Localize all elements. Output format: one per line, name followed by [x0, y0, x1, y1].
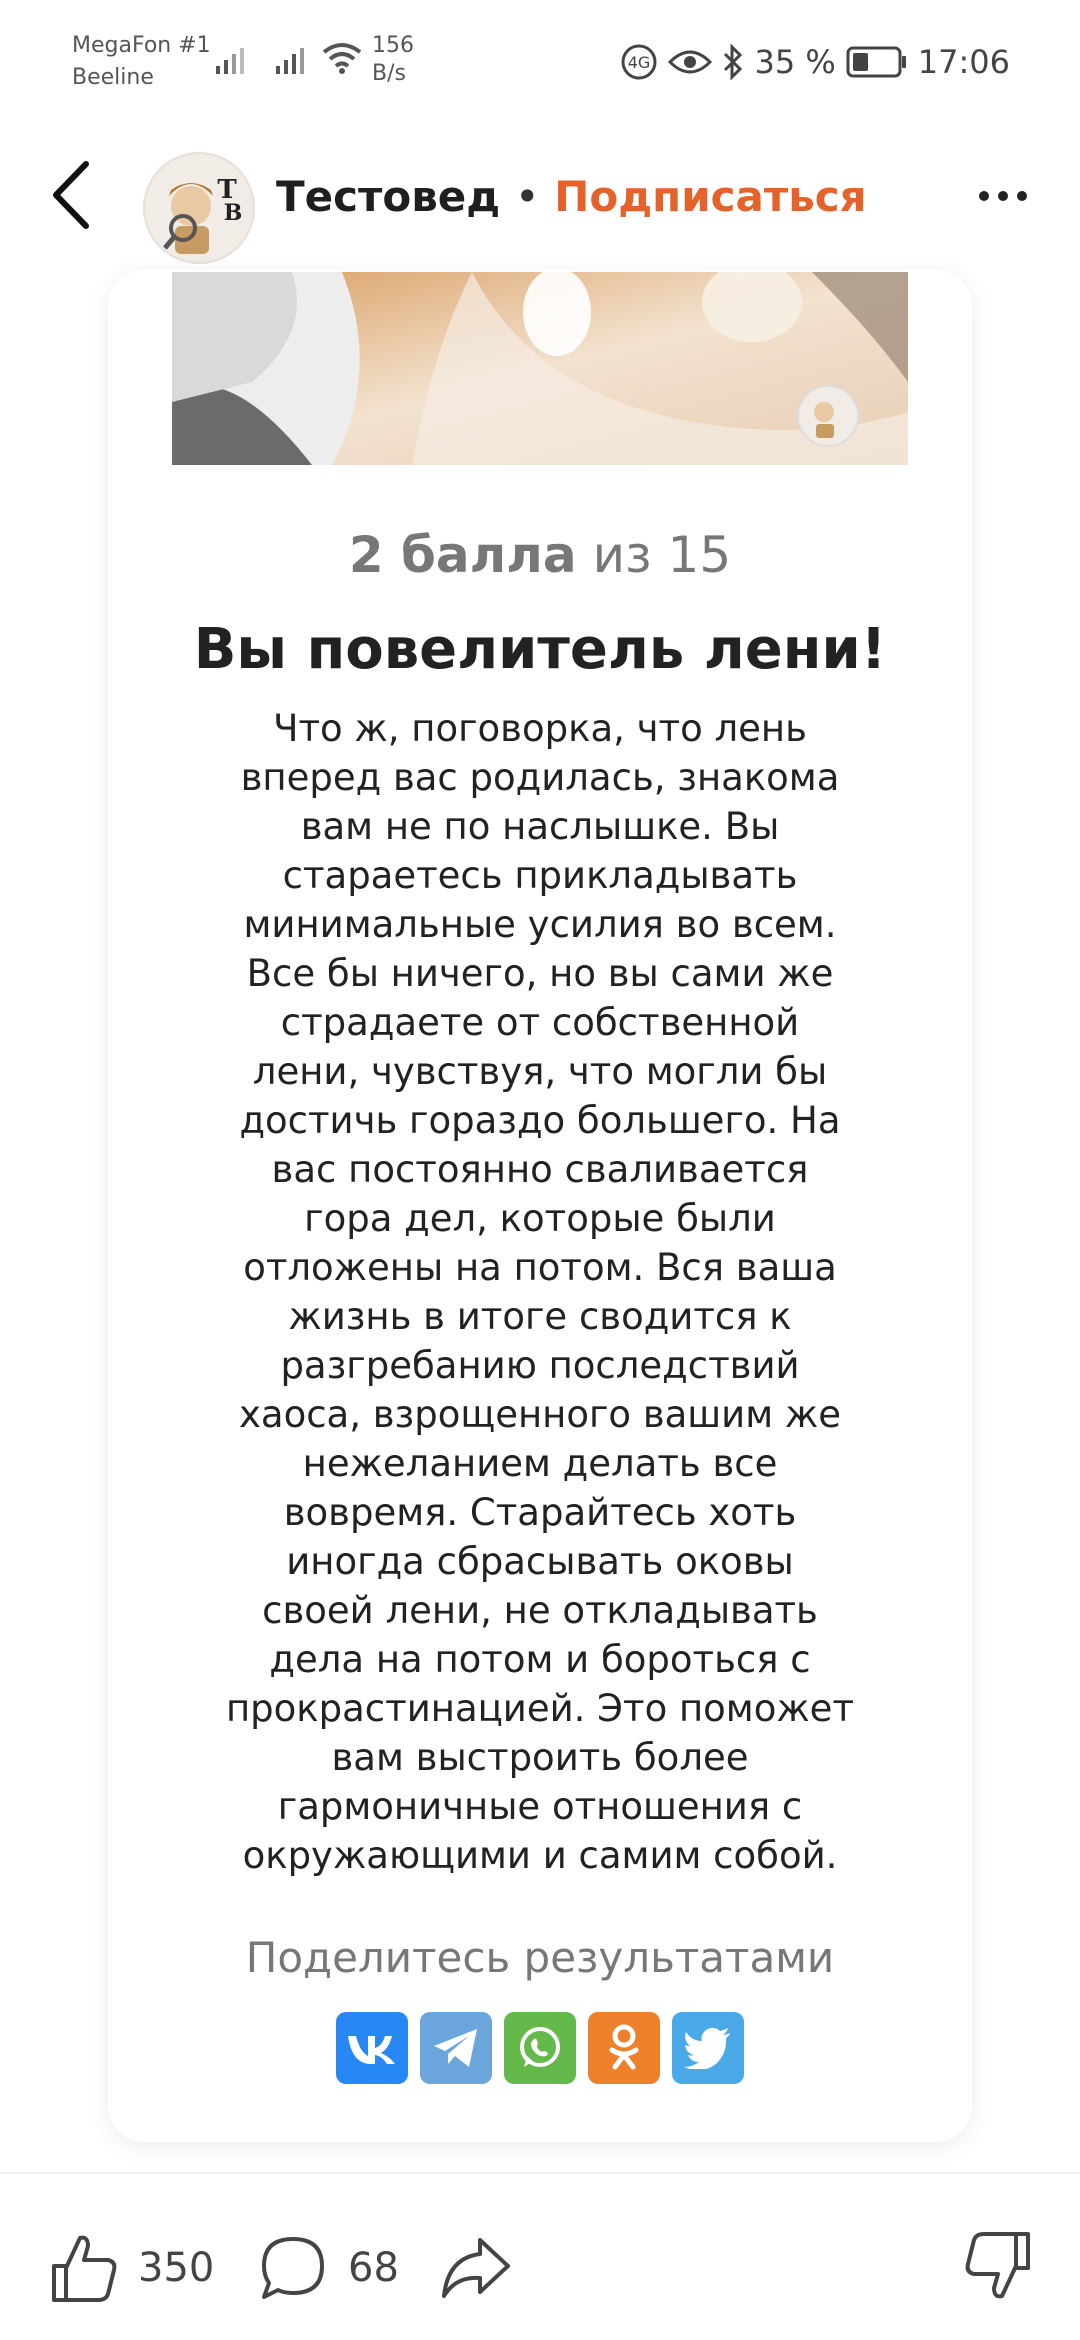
score-value: 2 балла — [348, 526, 577, 584]
result-description: Что ж, поговорка, что лень вперед вас родилась, знакома вам не по наслышке. Вы стараетесь прикладывать минимальные усилия во всем. Все бы ничего, но вы сами же страдаете от собственной лени, чувствуя, что могли бы достичь гораздо большего. На вас постоянно сваливается гора дел, которые были отложены на потом. Вся ваша жизнь в итоге сводится к разгребанию последствий хаоса, взрощенного вашим же нежеланием делать все вовремя. Старайтесь хоть иногда сбрасывать оковы своей лени, не откладывать дела на потом и бороться с прокрастинацией. Это поможет вам выстроить более гармоничные отношения с окружающими и самим собой. — [225, 707, 854, 1877]
status-bar — [0, 0, 1080, 120]
detective-logo-icon — [145, 154, 253, 262]
back-arrow-icon[interactable] — [46, 156, 98, 234]
more-options-icon[interactable] — [978, 186, 1028, 206]
whatsapp-icon — [515, 2023, 565, 2073]
twitter-icon — [683, 2027, 733, 2069]
volte-icon — [620, 43, 658, 81]
subscribe-button[interactable]: Подписаться — [554, 172, 867, 221]
signal-strength-1-icon — [216, 44, 250, 74]
battery-icon — [846, 46, 908, 78]
result-title: Вы повелитель лени! — [193, 617, 887, 682]
share-whatsapp-button[interactable] — [504, 2012, 576, 2084]
share-telegram-button[interactable] — [420, 2012, 492, 2084]
wifi-icon — [322, 42, 362, 74]
comment-bubble-icon — [258, 2233, 328, 2303]
bottom-action-bar — [0, 2174, 1080, 2340]
odnoklassniki-icon — [604, 2023, 644, 2073]
share-twitter-button[interactable] — [672, 2012, 744, 2084]
thumbs-up-icon — [50, 2232, 118, 2304]
share-label: Поделитесь результатами — [245, 1933, 835, 1982]
share-arrow-icon[interactable] — [440, 2232, 512, 2304]
comment-count: 68 — [348, 2245, 399, 2291]
share-odnoklassniki-button[interactable] — [588, 2012, 660, 2084]
telegram-icon — [431, 2026, 481, 2070]
cat-photo — [172, 272, 908, 465]
channel-avatar[interactable] — [143, 152, 255, 264]
battery-percent: 35 % — [754, 43, 836, 81]
svg-text:В: В — [223, 200, 243, 226]
share-vk-button[interactable] — [336, 2012, 408, 2084]
network-speed — [372, 32, 414, 88]
thumbs-down-icon[interactable] — [964, 2230, 1032, 2302]
score-suffix: из 15 — [592, 526, 732, 584]
channel-title — [276, 170, 867, 224]
cover-image — [172, 272, 908, 465]
svg-text:Т: Т — [217, 175, 237, 205]
carrier-2: Beeline — [72, 65, 154, 90]
signal-strength-2-icon — [276, 44, 310, 74]
like-count: 350 — [138, 2245, 215, 2291]
bluetooth-icon — [722, 44, 744, 80]
clock: 17:06 — [917, 43, 1010, 81]
carrier-info — [72, 30, 211, 94]
status-right — [620, 40, 1010, 84]
score — [0, 520, 1080, 590]
like-button[interactable] — [50, 2228, 214, 2308]
vk-icon — [344, 2028, 400, 2068]
title-separator: • — [514, 172, 540, 221]
eye-comfort-icon — [668, 46, 712, 78]
channel-name[interactable]: Тестовед — [276, 172, 501, 221]
svg-text:4G: 4G — [628, 53, 651, 72]
comments-button[interactable] — [258, 2228, 399, 2308]
channel-header — [0, 130, 1080, 260]
network-speed-value: 156 — [372, 33, 414, 58]
carrier-1: MegaFon #1 — [72, 33, 211, 58]
network-speed-unit: B/s — [372, 61, 406, 86]
share-buttons — [336, 2012, 744, 2084]
